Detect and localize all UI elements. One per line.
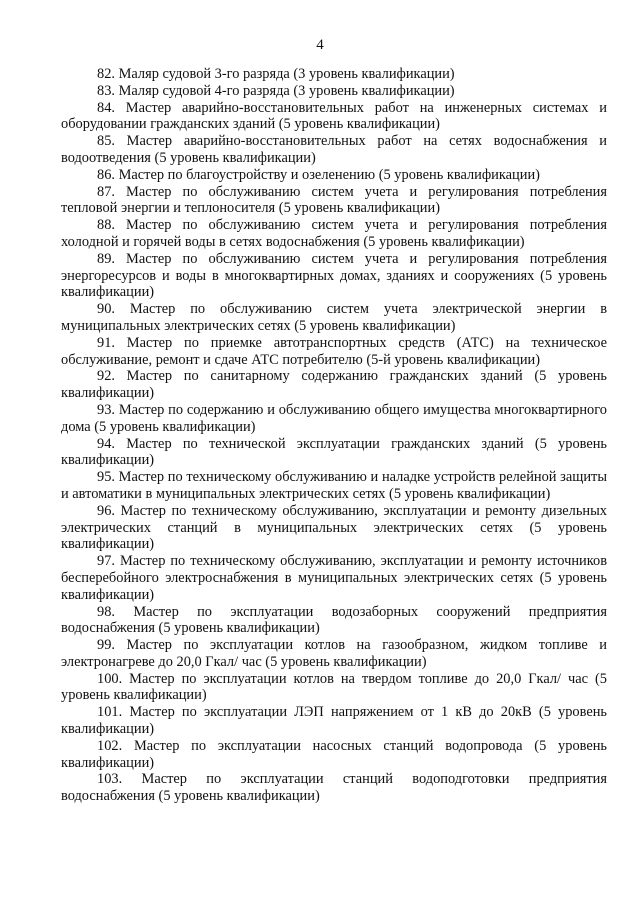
qualification-list — [61, 66, 607, 805]
list-item: 92. Мастер по санитарному содержанию гражданских зданий (5 уровень квалификации) — [61, 368, 607, 402]
list-item: 103. Мастер по эксплуатации станций водоподготовки предприятия водоснабжения (5 уровень квалификации) — [61, 771, 607, 805]
list-item: 94. Мастер по технической эксплуатации гражданских зданий (5 уровень квалификации) — [61, 435, 607, 469]
list-item: 90. Мастер по обслуживанию систем учета электрической энергии в муниципальных электрических сетях (5 уровень квалификации) — [61, 301, 607, 334]
list-item: 88. Мастер по обслуживанию систем учета и регулирования потребления холодной и горячей воды в сетях водоснабжения (5 уровень квалификации) — [61, 217, 607, 250]
list-item: 86. Мастер по благоустройству и озеленению (5 уровень квалификации) — [97, 166, 540, 183]
page-number: 4 — [316, 37, 324, 53]
list-item: 91. Мастер по приемке автотранспортных средств (АТС) на техническое обслуживание, ремонт и сдаче АТС потребителю (5-й уровень квалификации) — [61, 334, 607, 368]
list-item: 85. Мастер аварийно-восстановительных работ на сетях водоснабжения и водоотведения (5 уровень квалификации) — [61, 133, 607, 166]
list-item: 102. Мастер по эксплуатации насосных станций водопровода (5 уровень квалификации) — [61, 737, 607, 771]
list-item: 96. Мастер по техническому обслуживанию, эксплуатации и ремонту дизельных электрических станций в муниципальных электрических сетях (5 уровень квалификации) — [61, 502, 607, 553]
list-item: 83. Маляр судовой 4-го разряда (3 уровень квалификации) — [97, 82, 455, 99]
list-item: 98. Мастер по эксплуатации водозаборных сооружений предприятия водоснабжения (5 уровень квалификации) — [61, 603, 607, 637]
list-item: 97. Мастер по техническому обслуживанию, эксплуатации и ремонту источников бесперебойного электроснабжения в муниципальных электрических сетях (5 уровень квалификации) — [61, 553, 607, 603]
list-item: 82. Маляр судовой 3-го разряда (3 уровень квалификации) — [97, 66, 455, 82]
list-item: 87. Мастер по обслуживанию систем учета и регулирования потребления тепловой энергии и теплоносителя (5 уровень квалификации) — [61, 183, 607, 217]
list-item: 99. Мастер по эксплуатации котлов на газообразном, жидком топливе и электронагреве до 20,0 Гкал/ час (5 уровень квалификации) — [61, 637, 607, 670]
list-item: 93. Мастер по содержанию и обслуживанию общего имущества многоквартирного дома (5 уровень квалификации) — [61, 401, 607, 435]
list-item: 101. Мастер по эксплуатации ЛЭП напряжением от 1 кВ до 20кВ (5 уровень квалификации) — [61, 704, 607, 738]
list-item: 89. Мастер по обслуживанию систем учета и регулирования потребления энергоресурсов и воды в многоквартирных домах, зданиях и сооружениях (5 уровень квалификации) — [61, 250, 607, 301]
list-item: 95. Мастер по техническому обслуживанию и наладке устройств релейной защиты и автоматики в муниципальных электрических сетях (5 уровень квалификации) — [61, 469, 607, 502]
list-item: 84. Мастер аварийно-восстановительных работ на инженерных системах и оборудовании гражданских зданий (5 уровень квалификации) — [61, 99, 607, 133]
list-item: 100. Мастер по эксплуатации котлов на твердом топливе до 20,0 Гкал/ час (5 уровень квалификации) — [61, 670, 607, 704]
